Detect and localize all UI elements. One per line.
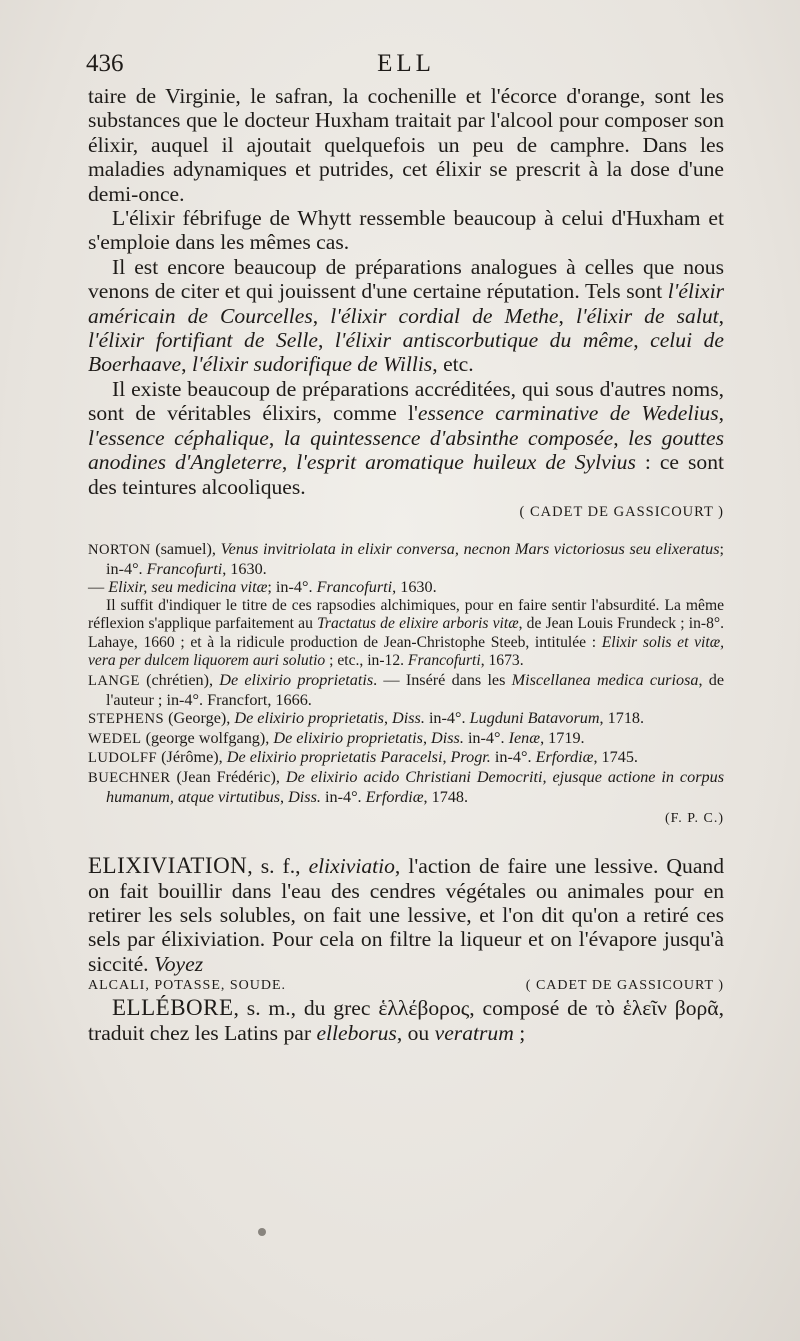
dictionary-entry-elixiviation: [88, 854, 724, 976]
page-number: 436: [86, 50, 124, 77]
place: Erfordiæ: [535, 748, 594, 767]
text-run: ,: [558, 303, 576, 328]
text-run: , de Jean Louis Frundeck ; in-8°. Lahaye, 1660 ; et à la ridicule production de Jean-Christophe Steeb, intitulée :: [88, 615, 724, 651]
greek-term: τὸ ἑλεῖν βορᾶ: [595, 996, 719, 1021]
work-title: Venus invitriolata in elixir conversa, necnon Mars victoriosus seu elixeratus: [220, 539, 720, 558]
italic-term: l'élixir de salut: [575, 303, 719, 328]
place: Lugduni Batavorum: [469, 709, 600, 728]
text-run: ,: [422, 728, 432, 747]
text-run: (chrétien),: [139, 671, 220, 690]
italic-term: l'essence céphalique: [88, 425, 269, 450]
text-run: ,: [633, 328, 651, 353]
italic-term: Tractatus de elixire arboris vitæ: [317, 615, 519, 633]
running-head: ELL: [377, 50, 435, 77]
text-run: (Jean Frédéric),: [170, 768, 286, 787]
text-run: in-4°.: [424, 709, 470, 728]
author-name: LUDOLFF: [88, 750, 158, 767]
text-run: , etc.: [432, 352, 474, 377]
text-run: , composé de: [469, 996, 596, 1021]
text-run: —: [88, 578, 109, 597]
text-run: (Jérôme),: [157, 748, 227, 767]
text-run: ,: [312, 303, 331, 328]
italic-term: l'élixir sudorifique de Willis: [191, 352, 433, 377]
italic-term: les gouttes anodines d'Angleterre: [88, 425, 724, 475]
bibliography-entry: [88, 748, 724, 768]
text-run: ,: [281, 450, 297, 475]
text-run: ,: [718, 401, 724, 426]
text-run: (samuel),: [150, 539, 221, 558]
text-run: , 1748.: [423, 787, 469, 806]
place: Erfordiæ: [365, 787, 424, 806]
work-title: De elixirio proprietatis: [273, 728, 423, 747]
text-run: , 1630.: [222, 559, 267, 578]
headword: ELLÉBORE: [112, 995, 234, 1021]
paragraph: [88, 377, 724, 499]
italic-term: Elixir solis et vitæ, vera per dulcem liquorem auri solutio: [88, 633, 724, 670]
ink-spot: [258, 1228, 266, 1236]
paragraph: L'élixir fébrifuge de Whytt ressemble beaucoup à celui d'Huxham et s'emploie dans les mêmes cas.: [88, 206, 724, 255]
italic-term: celui de Boerhaave: [88, 328, 725, 377]
text-run: ,: [317, 328, 335, 353]
text-run: in-4°.: [463, 728, 509, 747]
author-name: STEPHENS: [88, 711, 165, 728]
italic-term: l'élixir américain de Courcelles: [88, 279, 724, 328]
author-attribution: [88, 500, 724, 526]
italic-term: essence carminative de Wedelius: [417, 401, 719, 426]
latin-term: veratrum: [434, 1020, 514, 1045]
italic-term: Progr.: [450, 748, 491, 767]
italic-term: l'élixir cordial de Methe: [330, 303, 559, 328]
work-title: Elixir, seu medicina vitæ: [108, 578, 268, 597]
latin-term: elleborus: [316, 1020, 397, 1045]
bibliography-entry: [88, 578, 724, 597]
text-run: , de l'auteur ; in-4°. Francfort, 1666.: [106, 671, 724, 709]
text-run: , 1718.: [599, 709, 645, 728]
work-title: De elixirio proprietatis Paracelsi: [226, 748, 443, 767]
bibliography: [88, 540, 724, 830]
text-run: ,: [613, 425, 629, 450]
text-run: in-4°.: [320, 787, 366, 806]
page-header: [86, 50, 726, 80]
bibliography-entry: [88, 671, 724, 709]
paragraph: taire de Virginie, le safran, la cochenille et l'écorce d'orange, sont les substances que le docteur Huxham traitait par l'alcool pour composer son élixir, auquel il ajoutait quelquefois un peu de camphre. Dans les maladies adynamiques et putrides, cet élixir se prescrit à la dose d'une demi-once.: [88, 84, 724, 206]
text-run: , 1630.: [392, 578, 437, 597]
italic-term: l'élixir fortifiant de Selle: [88, 328, 318, 353]
cross-references: [88, 976, 724, 996]
author-name: BUECHNER: [88, 770, 171, 787]
bibliography-entry: [88, 540, 724, 578]
cross-reference-list: ALCALI, POTASSE, SOUDE.: [88, 978, 287, 994]
italic-term: Francofurti: [407, 652, 481, 670]
page-body: [88, 84, 724, 1045]
text-run: ,: [718, 303, 725, 328]
text-run: , s. f.,: [247, 854, 309, 879]
dictionary-entry-ellebore: [88, 996, 724, 1045]
work-title: De elixirio proprietatis: [234, 709, 384, 728]
italic-term: Miscellanea medica curiosa: [511, 671, 699, 690]
paragraph: [88, 255, 724, 377]
bibliography-note: [88, 597, 724, 671]
work-title: De elixirio proprietatis: [219, 671, 374, 690]
place: Ienæ: [508, 728, 541, 747]
text-run: Il est encore beaucoup de préparations analogues à celles que nous venons de citer et qui jouissent d'une certaine réputation. Tels sont: [88, 254, 724, 304]
place: Francofurti: [316, 578, 393, 597]
italic-term: Diss.: [288, 787, 321, 806]
attribution-text: ( CADET DE GASSICOURT ): [519, 504, 724, 521]
author-name: WEDEL: [88, 730, 142, 747]
text-run: ,: [442, 748, 451, 767]
text-run: Il existe beaucoup de préparations accréditées, qui sous d'autres noms, sont de véritables élixirs, comme l': [88, 376, 724, 426]
signature: (F. P. C.): [664, 811, 724, 827]
text-run: ,: [280, 787, 289, 806]
text-run: , 1745.: [593, 748, 638, 767]
text-run: (George),: [164, 709, 235, 728]
italic-term: l'esprit aromatique huileux de Sylvius: [296, 450, 636, 475]
italic-term: la quintessence d'absinthe composée: [283, 425, 614, 450]
italic-term: Diss.: [392, 709, 425, 728]
text-run: in-4°.: [490, 748, 536, 767]
text-run: : ce sont des teintures alcooliques.: [88, 450, 724, 499]
text-run: ,: [181, 352, 192, 377]
text-run: ,: [383, 709, 393, 728]
bibliography-entry: [88, 729, 724, 749]
author-attribution: ( CADET DE GASSICOURT ): [525, 978, 724, 994]
headword: ELIXIVIATION: [88, 853, 248, 879]
text-run: , 1673.: [480, 652, 524, 670]
text-run: ,: [268, 425, 284, 450]
text-run: ; in-4°.: [106, 539, 724, 578]
entry-separator: [88, 830, 724, 854]
italic-term: l'élixir antiscorbutique du même: [334, 328, 634, 353]
text-run: , s. m., du grec: [233, 996, 379, 1021]
bibliography-entry: [88, 709, 724, 729]
latin-term: elixiviatio: [308, 854, 395, 879]
work-title: De elixirio acido Christiani Democriti, ejusque actione in corpus humanum, atque virtutibus: [106, 768, 724, 806]
author-name: LANGE: [88, 673, 140, 690]
text-run: . — Inséré dans les: [373, 671, 512, 690]
greek-term: ἑλλέβορος: [378, 996, 470, 1021]
text-run: , traduit chez les Latins par: [88, 996, 724, 1045]
place: Francofurti: [146, 559, 223, 578]
text-run: ; etc., in-12.: [325, 652, 408, 670]
italic-term: Diss.: [431, 728, 464, 747]
text-run: ; in-4°.: [267, 578, 317, 597]
cross-reference-label: Voyez: [153, 951, 204, 976]
text-run: Il suffit d'indiquer le titre de ces rapsodies alchimiques, pour en faire sentir l'absurdité. La même réflexion s'applique parfaitement au: [88, 596, 724, 633]
bibliography-entry: [88, 768, 724, 806]
text-run: ;: [513, 1020, 526, 1045]
text-run: , l'action de faire une lessive. Quand on fait bouillir dans l'eau des cendres végétales ou animales pour en retirer les sels solubles, on fait une lessive, et l'on dit qu'on a retiré ces sels par élixiviation. Pour cela on filtre la liqueur et on l'évapore jusqu'à siccité.: [88, 854, 724, 976]
text-run: (george wolfgang),: [141, 728, 274, 747]
text-run: , ou: [396, 1020, 435, 1045]
text-run: , 1719.: [540, 728, 585, 747]
author-name: NORTON: [88, 541, 151, 558]
